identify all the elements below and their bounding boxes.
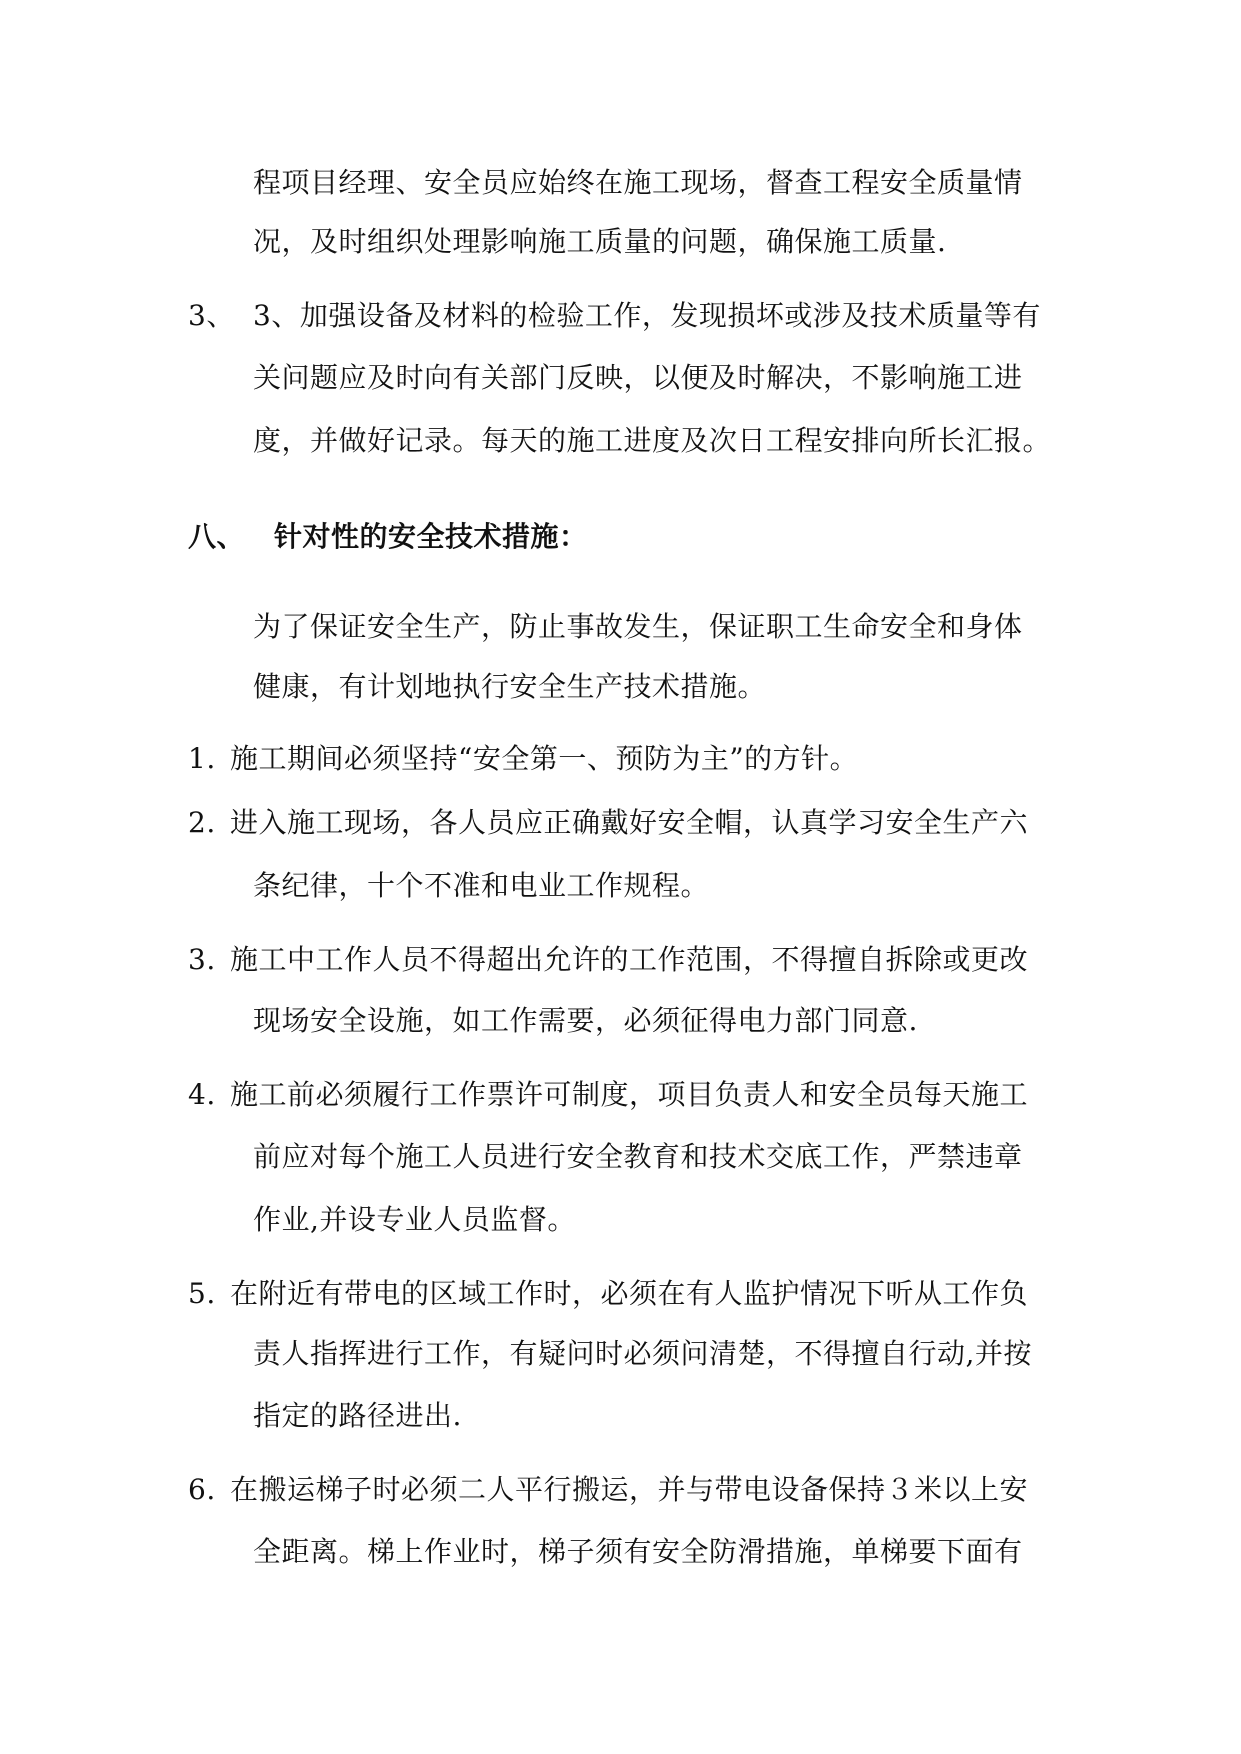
section8-intro-line-1: 为了保证安全生产，防止事故发生，保证职工生命安全和身体 <box>253 610 1023 643</box>
measure-5-number: 5. <box>188 1277 216 1310</box>
item3-line-1: 3、加强设备及材料的检验工作，发现损坏或涉及技术质量等有 <box>253 299 1041 332</box>
measure-4-number: 4. <box>188 1078 216 1111</box>
measure-3-line-2: 现场安全设施，如工作需要，必须征得电力部门同意. <box>253 1004 918 1037</box>
measure-3-number: 3. <box>188 943 216 976</box>
measure-4-line-2: 前应对每个施工人员进行安全教育和技术交底工作，严禁违章 <box>253 1140 1023 1173</box>
measure-3-line-1: 施工中工作人员不得超出允许的工作范围，不得擅自拆除或更改 <box>230 943 1029 976</box>
measure-2-number: 2. <box>188 806 216 839</box>
measure-5-line-2: 责人指挥进行工作，有疑问时必须问清楚，不得擅自行动,并按 <box>253 1337 1032 1370</box>
intro-continuation-line-2: 况，及时组织处理影响施工质量的问题，确保施工质量. <box>253 225 947 258</box>
measure-6-line-1: 在搬运梯子时必须二人平行搬运，并与带电设备保持３米以上安 <box>230 1473 1029 1506</box>
measure-2-line-2: 条纪律，十个不准和电业工作规程。 <box>253 869 710 902</box>
measure-5-line-3: 指定的路径进出. <box>253 1399 462 1432</box>
measure-1-number: 1. <box>188 742 216 775</box>
measure-6-line-2: 全距离。梯上作业时，梯子须有安全防滑措施，单梯要下面有 <box>253 1535 1023 1568</box>
section8-intro-line-2: 健康，有计划地执行安全生产技术措施。 <box>253 670 767 703</box>
measure-1-line-1: 施工期间必须坚持“安全第一、预防为主”的方针。 <box>230 742 859 775</box>
measure-2-line-1: 进入施工现场，各人员应正确戴好安全帽，认真学习安全生产六 <box>230 806 1029 839</box>
intro-continuation-line-1: 程项目经理、安全员应始终在施工现场，督查工程安全质量情 <box>253 166 1023 199</box>
item3-marker: 3、 <box>188 299 235 332</box>
section8-number: 八、 <box>188 520 246 553</box>
item3-line-2: 关问题应及时向有关部门反映，以便及时解决，不影响施工进 <box>253 361 1023 394</box>
measure-5-line-1: 在附近有带电的区域工作时，必须在有人监护情况下听从工作负 <box>230 1277 1029 1310</box>
measure-6-number: 6. <box>188 1473 216 1506</box>
section8-title: 针对性的安全技术措施： <box>274 520 588 553</box>
item3-line-3: 度，并做好记录。每天的施工进度及次日工程安排向所长汇报。 <box>253 424 1052 457</box>
measure-4-line-1: 施工前必须履行工作票许可制度，项目负责人和安全员每天施工 <box>230 1078 1029 1111</box>
measure-4-line-3: 作业,并设专业人员监督。 <box>253 1203 576 1236</box>
